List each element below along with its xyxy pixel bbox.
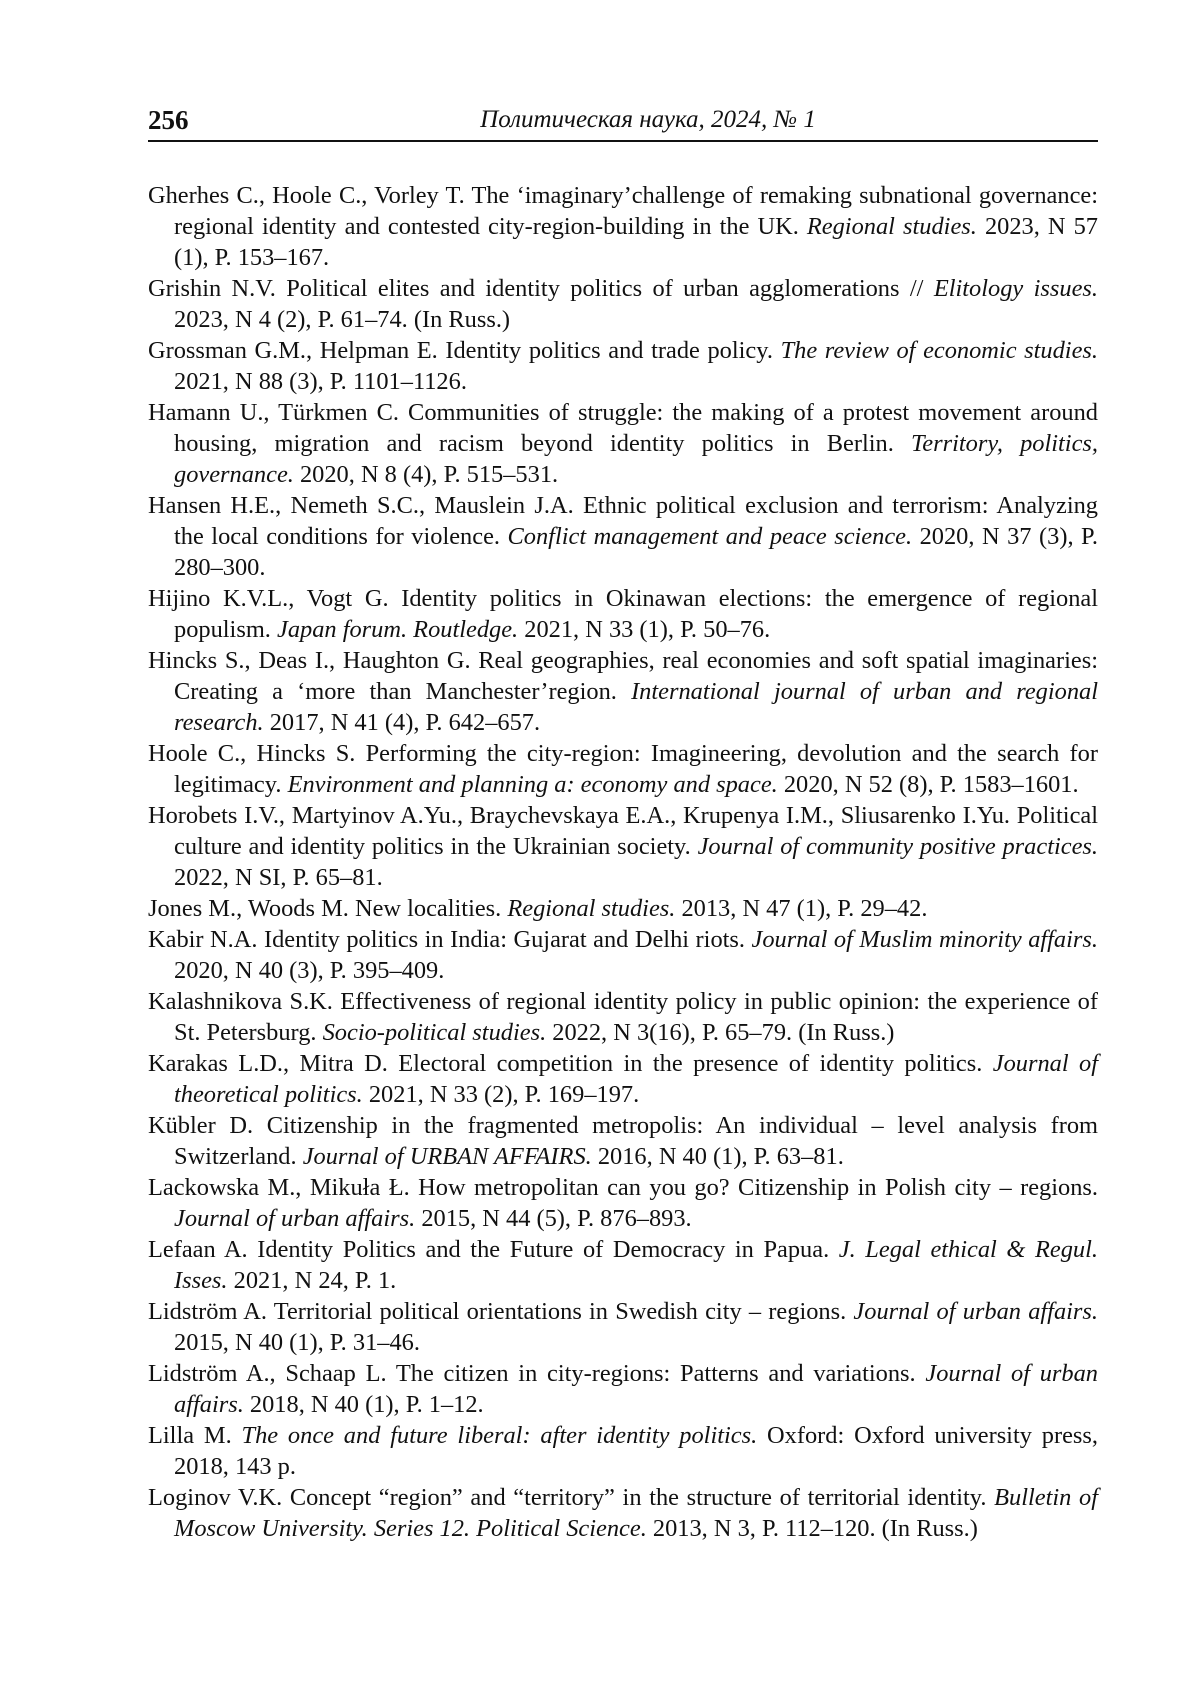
reference-source: Journal of urban affairs. bbox=[853, 1298, 1098, 1325]
reference-source: Territory, politics, governance. bbox=[174, 430, 1098, 488]
reference-entry bbox=[148, 645, 1098, 738]
reference-details: 2023, N 4 (2), P. 61–74. (In Russ.) bbox=[174, 306, 511, 333]
reference-source: Socio-political studies. bbox=[322, 1019, 547, 1046]
reference-authors-title: Gherhes C., Hoole C., Vorley T. The ‘imaginary’challenge of remaking subnational governance: regional identity and contested city-region-building in the UK. bbox=[148, 182, 1098, 240]
reference-entry bbox=[148, 893, 1098, 924]
reference-entry bbox=[148, 1482, 1098, 1544]
reference-entry bbox=[148, 1172, 1098, 1234]
reference-entry bbox=[148, 1296, 1098, 1358]
reference-authors-title: Lidström A. Territorial political orientations in Swedish city – regions. bbox=[148, 1298, 854, 1325]
reference-details: 2016, N 40 (1), P. 63–81. bbox=[591, 1143, 844, 1170]
reference-authors-title: Lidström A., Schaap L. The citizen in city-regions: Patterns and variations. bbox=[148, 1360, 926, 1387]
reference-source: Regional studies. bbox=[806, 213, 977, 240]
reference-details: 2013, N 3, P. 112–120. (In Russ.) bbox=[646, 1515, 978, 1542]
reference-authors-title: Loginov V.K. Concept “region” and “territory” in the structure of territorial identity. bbox=[148, 1484, 995, 1511]
reference-details: 2015, N 44 (5), P. 876–893. bbox=[415, 1205, 692, 1232]
reference-entry bbox=[148, 1358, 1098, 1420]
reference-source: Journal of Muslim minority affairs. bbox=[751, 926, 1098, 953]
reference-authors-title: Kübler D. Citizenship in the fragmented metropolis: An individual – level analysis from Switzerland. bbox=[148, 1112, 1098, 1170]
reference-entry bbox=[148, 335, 1098, 397]
reference-authors-title: Hoole C., Hincks S. Performing the city-region: Imagineering, devolution and the search for legitimacy. bbox=[148, 740, 1098, 798]
reference-source: Journal of community positive practices. bbox=[697, 833, 1098, 860]
reference-authors-title: Hincks S., Deas I., Haughton G. Real geographies, real economies and soft spatial imaginaries: Creating a ‘more than Manchester’region. bbox=[148, 647, 1098, 705]
reference-details: 2020, N 40 (3), P. 395–409. bbox=[174, 957, 445, 984]
journal-title: Политическая наука, 2024, № 1 bbox=[480, 106, 816, 133]
reference-details: 2021, N 33 (1), P. 50–76. bbox=[518, 616, 771, 643]
reference-details: 2022, N SI, P. 65–81. bbox=[174, 864, 383, 891]
reference-entry bbox=[148, 397, 1098, 490]
reference-entry bbox=[148, 1234, 1098, 1296]
reference-authors-title: Karakas L.D., Mitra D. Electoral competition in the presence of identity politics. bbox=[148, 1050, 993, 1077]
reference-entry bbox=[148, 583, 1098, 645]
reference-details: 2021, N 33 (2), P. 169–197. bbox=[362, 1081, 640, 1108]
reference-source: Journal of theoretical politics. bbox=[174, 1050, 1098, 1108]
reference-details: 2018, N 40 (1), P. 1–12. bbox=[243, 1391, 484, 1418]
reference-source: Conflict management and peace science. bbox=[507, 523, 913, 550]
reference-source: Journal of urban affairs. bbox=[174, 1205, 416, 1232]
reference-entry bbox=[148, 1110, 1098, 1172]
reference-details: 2021, N 88 (3), P. 1101–1126. bbox=[174, 368, 467, 395]
reference-entry bbox=[148, 738, 1098, 800]
reference-entry bbox=[148, 180, 1098, 273]
reference-entry bbox=[148, 986, 1098, 1048]
reference-entry bbox=[148, 490, 1098, 583]
reference-details: 2020, N 8 (4), P. 515–531. bbox=[293, 461, 559, 488]
reference-authors-title: Jones M., Woods M. New localities. bbox=[148, 895, 508, 922]
reference-source: Journal of URBAN AFFAIRS. bbox=[302, 1143, 592, 1170]
reference-details: 2022, N 3(16), P. 65–79. (In Russ.) bbox=[546, 1019, 895, 1046]
reference-details: 2020, N 52 (8), P. 1583–1601. bbox=[777, 771, 1079, 798]
reference-authors-title: Grossman G.M., Helpman E. Identity politics and trade policy. bbox=[148, 337, 781, 364]
reference-details: 2021, N 24, P. 1. bbox=[227, 1267, 397, 1294]
reference-source: Japan forum. Routledge. bbox=[277, 616, 519, 643]
reference-details: 2015, N 40 (1), P. 31–46. bbox=[174, 1329, 420, 1356]
reference-source: The review of economic studies. bbox=[780, 337, 1098, 364]
reference-details: 2020, N 37 (3), P. 280–300. bbox=[174, 523, 1099, 581]
reference-authors-title: Lackowska M., Mikuła Ł. How metropolitan can you go? Citizenship in Polish city – regions. bbox=[148, 1174, 1098, 1201]
reference-details: 2023, N 57 (1), P. 153–167. bbox=[174, 213, 1098, 271]
reference-entry bbox=[148, 800, 1098, 893]
reference-details: 2013, N 47 (1), P. 29–42. bbox=[675, 895, 928, 922]
reference-authors-title: Lefaan A. Identity Politics and the Future of Democracy in Papua. bbox=[148, 1236, 839, 1263]
reference-authors-title: Kabir N.A. Identity politics in India: Gujarat and Delhi riots. bbox=[148, 926, 752, 953]
reference-authors-title: Hamann U., Türkmen C. Communities of struggle: the making of a protest movement around housing, migration and racism beyond identity politics in Berlin. bbox=[148, 399, 1098, 457]
page bbox=[148, 104, 1098, 1544]
reference-authors-title: Hansen H.E., Nemeth S.C., Mauslein J.A. Ethnic political exclusion and terrorism: Analyzing the local conditions for violence. bbox=[148, 492, 1098, 550]
running-head bbox=[148, 104, 1098, 142]
reference-source: International journal of urban and regional research. bbox=[174, 678, 1098, 736]
reference-authors-title: Horobets I.V., Martyinov A.Yu., Braychevskaya E.A., Krupenya I.M., Sliusarenko I.Yu. Political culture and identity politics in the Ukrainian society. bbox=[148, 802, 1098, 860]
reference-source: Bulletin of Moscow University. Series 12. Political Science. bbox=[174, 1484, 1099, 1542]
reference-source: Regional studies. bbox=[507, 895, 676, 922]
reference-authors-title: Grishin N.V. Political elites and identity politics of urban agglomerations // bbox=[148, 275, 934, 302]
reference-source: Environment and planning a: economy and space. bbox=[287, 771, 778, 798]
reference-list bbox=[148, 180, 1098, 1544]
reference-source: The once and future liberal: after identity politics. bbox=[241, 1422, 758, 1449]
reference-details: 2017, N 41 (4), P. 642–657. bbox=[263, 709, 541, 736]
reference-source: Journal of urban affairs. bbox=[174, 1360, 1098, 1418]
reference-source: J. Legal ethical & Regul. Isses. bbox=[174, 1236, 1098, 1294]
reference-authors-title: Hijino K.V.L., Vogt G. Identity politics in Okinawan elections: the emergence of regional populism. bbox=[148, 585, 1098, 643]
page-number: 256 bbox=[148, 105, 189, 135]
reference-authors-title: Kalashnikova S.K. Effectiveness of regional identity policy in public opinion: the experience of St. Petersburg. bbox=[148, 988, 1098, 1046]
reference-entry bbox=[148, 1048, 1098, 1110]
reference-entry bbox=[148, 1420, 1098, 1482]
reference-entry bbox=[148, 924, 1098, 986]
reference-details: Oxford: Oxford university press, 2018, 143 p. bbox=[174, 1422, 1098, 1480]
reference-source: Elitology issues. bbox=[933, 275, 1098, 302]
reference-authors-title: Lilla M. bbox=[148, 1422, 242, 1449]
reference-entry bbox=[148, 273, 1098, 335]
